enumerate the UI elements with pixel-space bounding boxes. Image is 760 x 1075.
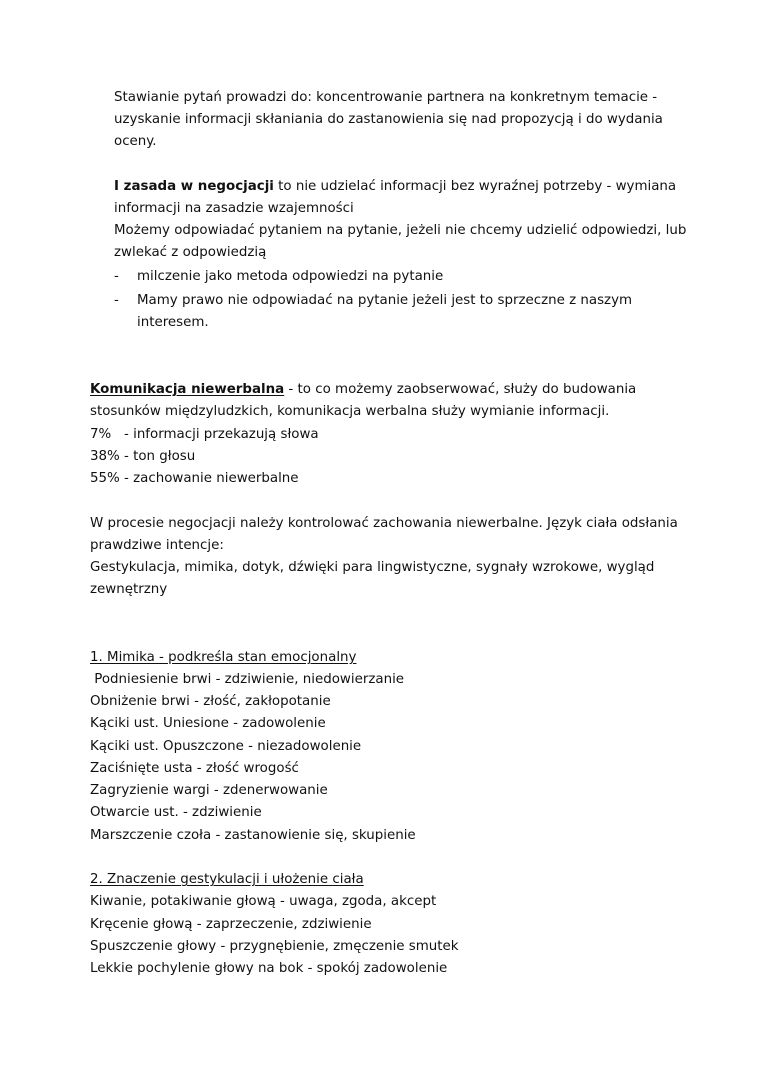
nonverbal-line-1-rest: - to co możemy zaobserwować, służy do budowania bbox=[284, 382, 637, 397]
stat-55: 55% - zachowanie niewerbalne bbox=[90, 471, 299, 486]
process-line-3: Gestykulacja, mimika, dotyk, dźwięki para lingwistyczne, sygnały wzrokowe, wygląd bbox=[90, 560, 655, 575]
gesty-item-4: Lekkie pochylenie głowy na bok - spokój zadowolenie bbox=[90, 961, 448, 976]
rule-line-3: Możemy odpowiadać pytaniem na pytanie, jeżeli nie chcemy udzielić odpowiedzi, lub bbox=[114, 223, 687, 238]
bullet-2-text-line-2: interesem. bbox=[137, 315, 209, 330]
bullet-2-text-line-1: Mamy prawo nie odpowiadać na pytanie jeżeli jest to sprzeczne z naszym bbox=[137, 293, 633, 308]
gesty-item-2: Kręcenie głową - zaprzeczenie, zdziwienie bbox=[90, 917, 372, 932]
gesty-item-3: Spuszczenie głowy - przygnębienie, zmęczenie smutek bbox=[90, 939, 459, 954]
process-line-1: W procesie negocjacji należy kontrolować zachowania niewerbalne. Język ciała odsłania bbox=[90, 516, 678, 531]
rule-line-1 bbox=[114, 178, 676, 196]
intro-line-2: uzyskanie informacji skłaniania do zastanowienia się nad propozycją i do wydania bbox=[114, 112, 663, 127]
process-line-4: zewnętrzny bbox=[90, 582, 168, 597]
mimika-item-3: Kąciki ust. Uniesione - zadowolenie bbox=[90, 716, 326, 731]
stat-38: 38% - ton głosu bbox=[90, 449, 196, 464]
mimika-item-2: Obniżenie brwi - złość, zakłopotanie bbox=[90, 694, 331, 709]
intro-line-3: oceny. bbox=[114, 134, 157, 149]
rule-line-4: zwlekać z odpowiedzią bbox=[114, 245, 267, 260]
bullet-dash-1: - bbox=[114, 269, 119, 284]
rule-line-1-rest: to nie udzielać informacji bez wyraźnej potrzeby - wymiana bbox=[273, 179, 677, 194]
mimika-item-5: Zaciśnięte usta - złość wrogość bbox=[90, 761, 299, 776]
nonverbal-line-2: stosunków międzyludzkich, komunikacja werbalna służy wymianie informacji. bbox=[90, 404, 610, 419]
mimika-item-4: Kąciki ust. Opuszczone - niezadowolenie bbox=[90, 739, 362, 754]
bullet-1-text: milczenie jako metoda odpowiedzi na pytanie bbox=[137, 269, 444, 284]
mimika-item-7: Otwarcie ust. - zdziwienie bbox=[90, 805, 262, 820]
nonverbal-line-1 bbox=[90, 381, 636, 399]
rule-bold-label: I zasada w negocjacji bbox=[114, 179, 274, 194]
mimika-item-6: Zagryzienie wargi - zdenerwowanie bbox=[90, 783, 328, 798]
rule-line-2: informacji na zasadzie wzajemności bbox=[114, 201, 354, 216]
intro-line-1: Stawianie pytań prowadzi do: koncentrowanie partnera na konkretnym temacie - bbox=[114, 90, 658, 105]
mimika-heading: 1. Mimika - podkreśla stan emocjonalny bbox=[90, 650, 357, 665]
stat-7: 7% - informacji przekazują słowa bbox=[90, 427, 319, 442]
bullet-dash-2: - bbox=[114, 293, 119, 308]
mimika-item-8: Marszczenie czoła - zastanowienie się, skupienie bbox=[90, 828, 416, 843]
gesty-item-1: Kiwanie, potakiwanie głową - uwaga, zgoda, akcept bbox=[90, 894, 437, 909]
process-line-2: prawdziwe intencje: bbox=[90, 538, 224, 553]
gesty-heading: 2. Znaczenie gestykulacji i ułożenie ciała bbox=[90, 872, 364, 887]
mimika-item-1: Podniesienie brwi - zdziwienie, niedowierzanie bbox=[90, 672, 405, 687]
nonverbal-title: Komunikacja niewerbalna bbox=[90, 382, 285, 397]
